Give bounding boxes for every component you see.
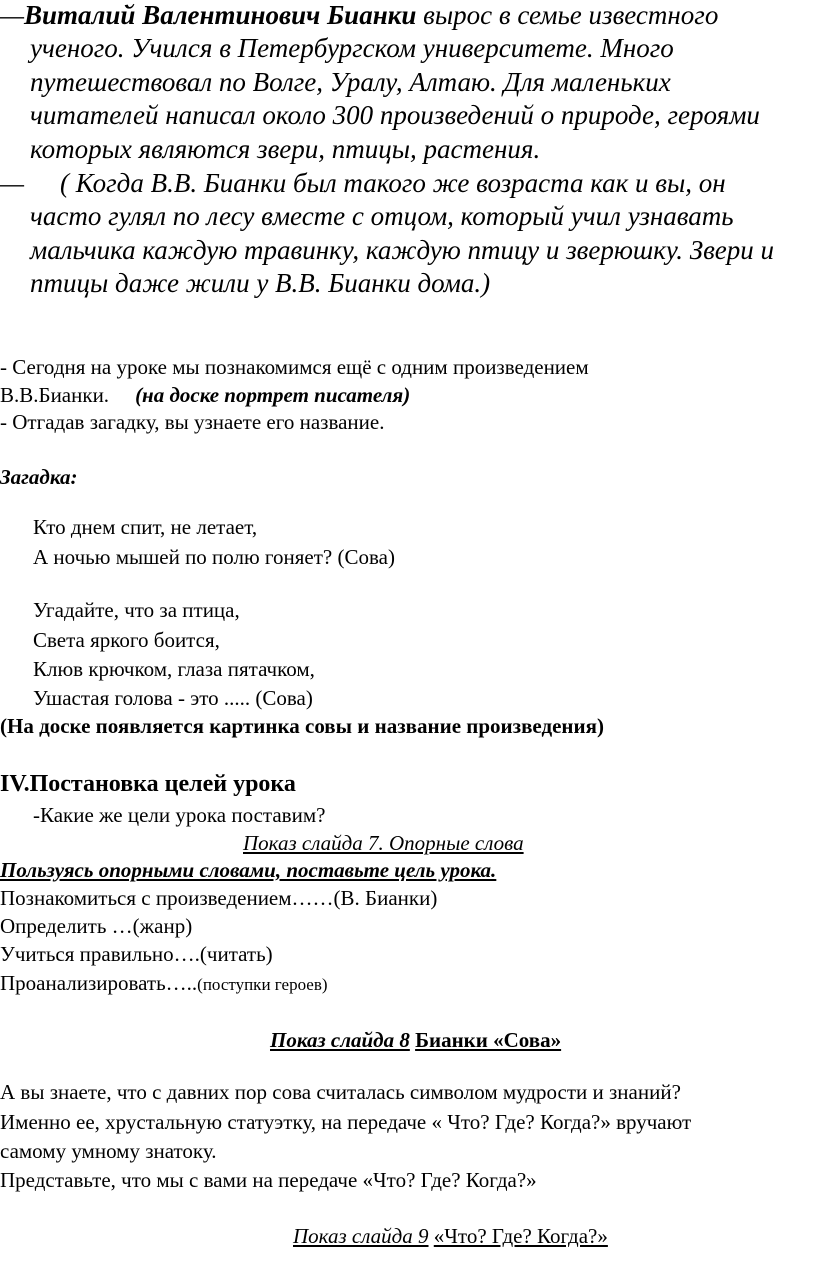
owl-para-line-2: Именно ее, хрустальную статуэтку, на передаче « Что? Где? Когда?» вручают <box>0 1110 692 1134</box>
goal-instruction: Пользуясь опорными словами, поставьте цель урока. <box>0 858 497 882</box>
slide-8-show: Показ слайда 8 <box>270 1028 410 1052</box>
intro-line-1: - Сегодня на уроке мы познакомимся ещё с одним произведением <box>0 355 589 379</box>
bio-dash-2: — <box>0 168 25 198</box>
goal-3: Учиться правильно….(читать) <box>0 942 273 966</box>
riddle-heading: Загадка: <box>0 465 78 489</box>
bio-line-6: ( Когда В.В. Бианки был такого же возраста как и вы, он <box>60 168 726 198</box>
slide-8-caption <box>270 1028 561 1053</box>
owl-picture-note: (На доске появляется картинка совы и название произведения) <box>0 714 604 738</box>
slide-8-title: Бианки «Сова» <box>415 1028 562 1052</box>
riddle-line-5: Клюв крючком, глаза пятачком, <box>33 657 315 681</box>
riddle-line-2: А ночью мышей по полю гоняет? (Сова) <box>33 545 395 569</box>
goal-2: Определить …(жанр) <box>0 914 193 938</box>
slide-9-caption <box>293 1224 608 1249</box>
bio-line-8: мальчика каждую травинку, каждую птицу и зверюшку. Звери и <box>30 235 775 265</box>
slide-7-caption: Показ слайда 7. Опорные слова <box>243 831 524 855</box>
riddle-line-1: Кто днем спит, не летает, <box>33 515 258 539</box>
bio-line-1 <box>0 0 718 31</box>
bio-line-9: птицы даже жили у В.В. Бианки дома.) <box>30 268 491 298</box>
goal-4 <box>0 971 328 996</box>
slide-9-show: Показ слайда 9 <box>293 1224 429 1248</box>
owl-para-line-3: самому умному знатоку. <box>0 1139 217 1163</box>
goals-question: -Какие же цели урока поставим? <box>33 803 326 827</box>
bio-line-7: часто гулял по лесу вместе с отцом, который учил узнавать <box>30 201 734 231</box>
riddle-line-4: Света яркого боится, <box>33 628 220 652</box>
intro-line-3: - Отгадав загадку, вы узнаете его название. <box>0 410 385 434</box>
goal-4-object: (поступки героев) <box>197 975 328 994</box>
section-title: IV.Постановка целей урока <box>0 771 296 797</box>
portrait-note: (на доске портрет писателя) <box>135 383 411 407</box>
author-name: Виталий Валентинович Бианки <box>24 0 417 30</box>
intro-author: В.В.Бианки. <box>0 383 110 407</box>
goal-4-verb: Проанализировать….. <box>0 971 198 995</box>
goal-1: Познакомиться с произведением……(В. Бианки) <box>0 886 438 910</box>
owl-para-line-1: А вы знаете, что с давних пор сова считалась символом мудрости и знаний? <box>0 1080 681 1104</box>
riddle-line-6: Ушастая голова - это ..... (Сова) <box>33 686 313 710</box>
bio-line-3: путешествовал по Волге, Уралу, Алтаю. Для маленьких <box>30 67 671 97</box>
bio-line-2: ученого. Учился в Петербургском университете. Много <box>30 33 674 63</box>
slide-9-title: «Что? Где? Когда?» <box>433 1224 608 1248</box>
bio-dash: — <box>0 0 25 30</box>
bio-text: вырос в семье известного <box>416 0 719 30</box>
bio-line-4: читателей написал около 300 произведений о природе, героями <box>30 100 760 130</box>
riddle-line-3: Угадайте, что за птица, <box>33 598 240 622</box>
bio-line-5: которых являются звери, птицы, растения. <box>30 134 541 164</box>
intro-line-2 <box>0 383 410 408</box>
owl-para-line-4: Представьте, что мы с вами на передаче «Что? Где? Когда?» <box>0 1168 537 1192</box>
